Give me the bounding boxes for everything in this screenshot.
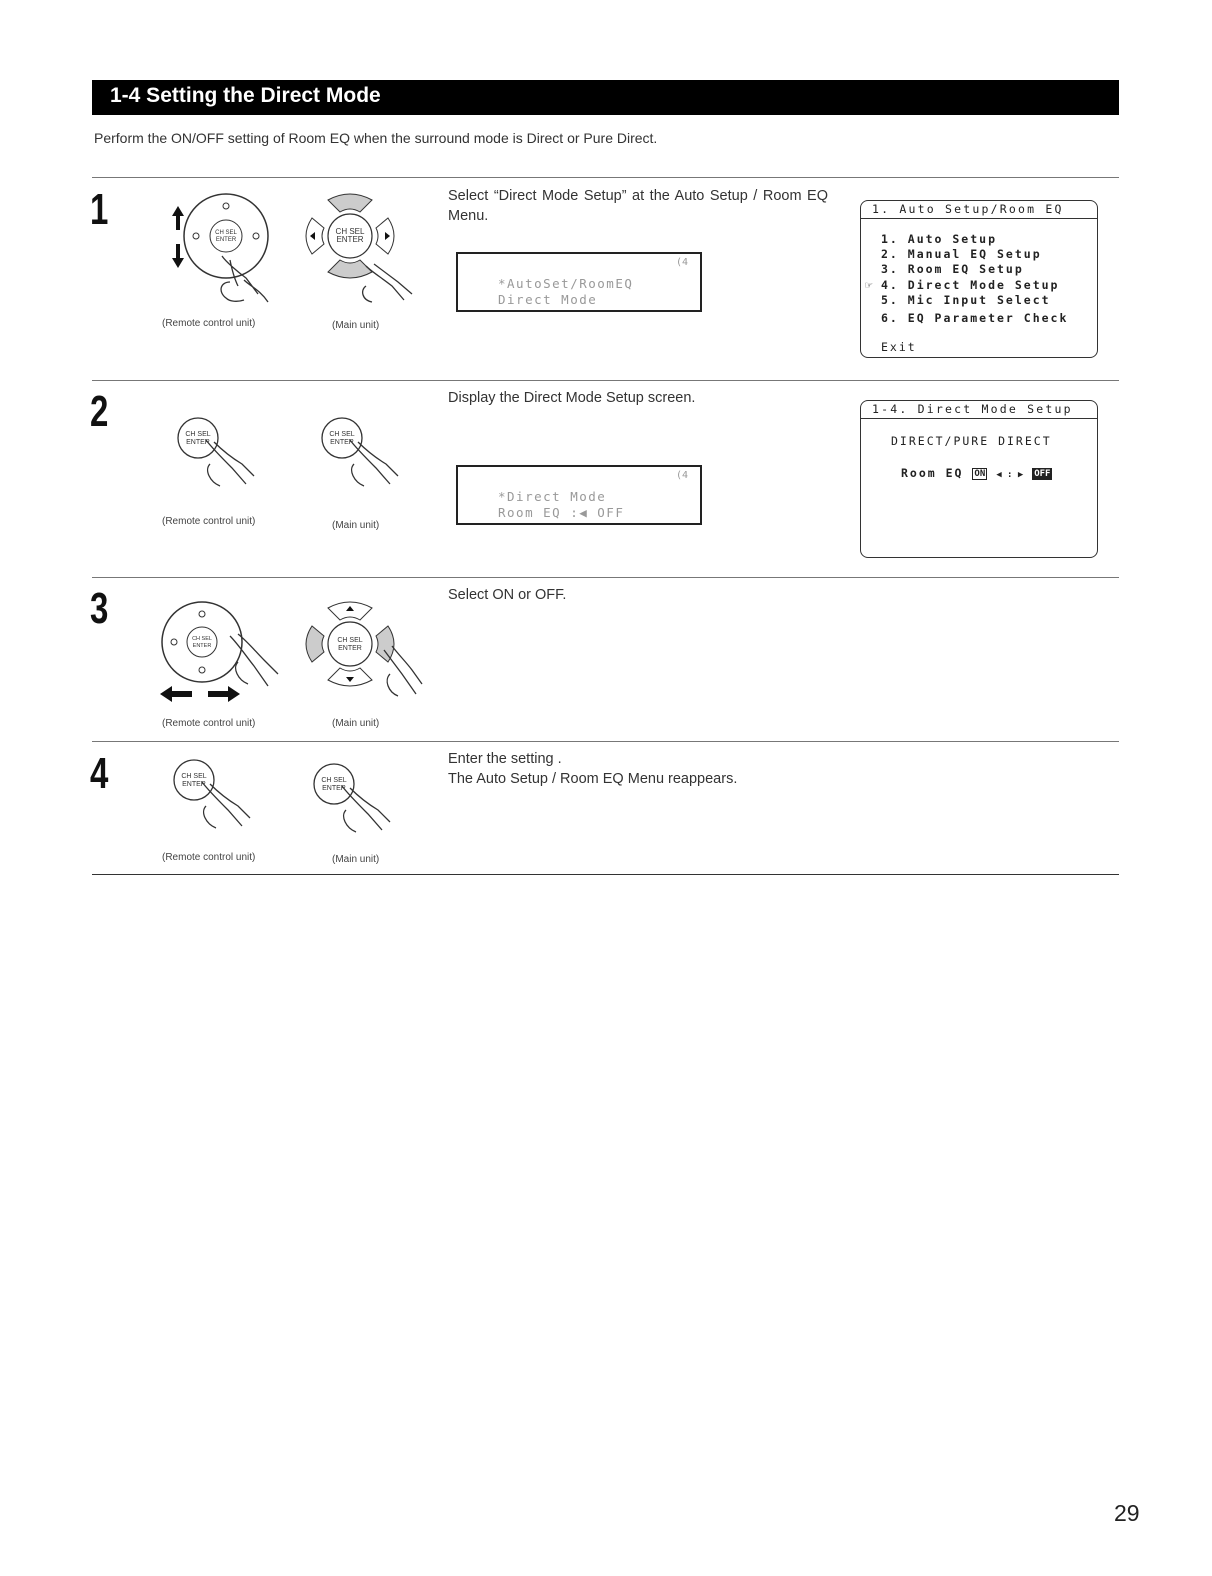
front-panel-display (456, 465, 702, 525)
display-line: Direct Mode (498, 292, 598, 307)
divider (92, 577, 1119, 578)
remote-left-right-illustration (158, 600, 298, 710)
divider (92, 177, 1119, 178)
divider (92, 380, 1119, 381)
caption-main: (Main unit) (332, 718, 380, 729)
main-enter-press-illustration (312, 410, 422, 510)
step-instruction: Select ON or OFF. (448, 587, 567, 603)
button-label: CH SEL (215, 230, 237, 236)
display-indicator: (4 (675, 470, 688, 481)
page-number: 29 (1114, 1500, 1140, 1526)
intro-text: Perform the ON/OFF setting of Room EQ when the surround mode is Direct or Pure Direct. (94, 130, 658, 146)
display-line: Room EQ :◀ OFF (498, 505, 625, 520)
osd-menu-item: 1. Auto Setup (881, 232, 998, 246)
pointing-hand-icon: ☞ (865, 278, 873, 292)
button-label: CH SEL (335, 227, 365, 236)
main-left-right-illustration (298, 600, 428, 710)
button-label: CH SEL (192, 636, 212, 642)
step-number: 1 (90, 185, 109, 234)
button-label: ENTER (330, 439, 354, 446)
button-label: ENTER (215, 237, 237, 243)
divider (92, 874, 1119, 875)
step-number: 3 (90, 584, 109, 633)
osd-menu-item: 2. Manual EQ Setup (881, 247, 1042, 261)
section-title-bar (92, 80, 1119, 115)
remote-enter-press-illustration (168, 752, 278, 852)
osd-mode-line: DIRECT/PURE DIRECT (891, 434, 1052, 448)
main-unit-illustration (300, 190, 430, 310)
button-label: ENTER (186, 439, 210, 446)
divider (92, 741, 1119, 742)
caption-main: (Main unit) (332, 520, 380, 531)
onscreen-menu (860, 400, 1098, 558)
step-instruction: The Auto Setup / Room EQ Menu reappears. (448, 771, 738, 787)
osd-menu-item: 5. Mic Input Select (881, 293, 1051, 307)
caption-remote: (Remote control unit) (162, 718, 256, 729)
display-indicator: (4 (675, 257, 688, 268)
caption-main: (Main unit) (332, 320, 380, 331)
button-label: CH SEL (329, 431, 355, 438)
osd-menu-item: 6. EQ Parameter Check (881, 311, 1069, 325)
caption-remote: (Remote control unit) (162, 516, 256, 527)
section-title: 1-4 Setting the Direct Mode (110, 84, 381, 107)
osd-room-eq-row (901, 466, 1052, 480)
button-label: ENTER (338, 645, 362, 652)
button-label: CH SEL (321, 777, 347, 784)
osd-arrows: ◀ : ▶ (996, 470, 1024, 480)
step-instruction: Select “Direct Mode Setup” at the Auto Setup / Room EQ Menu. (448, 188, 828, 224)
step-number: 2 (90, 387, 109, 436)
step-number: 4 (90, 749, 109, 798)
button-label: CH SEL (185, 431, 211, 438)
display-line: *AutoSet/RoomEQ (498, 276, 634, 291)
caption-main: (Main unit) (332, 854, 380, 865)
osd-header: 1-4. Direct Mode Setup (872, 402, 1073, 416)
osd-room-eq-label: Room EQ (901, 466, 964, 480)
main-enter-press-illustration (302, 760, 412, 860)
button-label: ENTER (192, 643, 212, 649)
remote-control-illustration (160, 190, 300, 310)
button-label: CH SEL (181, 773, 207, 780)
osd-header: 1. Auto Setup/Room EQ (872, 202, 1064, 216)
step-instruction: Enter the setting . (448, 751, 562, 767)
front-panel-display (456, 252, 702, 312)
button-label: CH SEL (337, 637, 363, 644)
onscreen-menu (860, 200, 1098, 358)
step-instruction: Display the Direct Mode Setup screen. (448, 390, 696, 406)
button-label: ENTER (182, 781, 206, 788)
off-option: OFF (1034, 469, 1051, 479)
caption-remote: (Remote control unit) (162, 852, 256, 863)
display-line: *Direct Mode (498, 489, 607, 504)
on-option: ON (974, 469, 986, 479)
osd-menu-item: 3. Room EQ Setup (881, 262, 1024, 276)
caption-remote: (Remote control unit) (162, 318, 256, 329)
osd-menu-item-selected: 4. Direct Mode Setup (881, 278, 1060, 292)
button-label: ENTER (322, 785, 346, 792)
remote-enter-press-illustration (170, 410, 280, 510)
button-label: ENTER (336, 235, 364, 244)
osd-exit: Exit (881, 340, 917, 354)
